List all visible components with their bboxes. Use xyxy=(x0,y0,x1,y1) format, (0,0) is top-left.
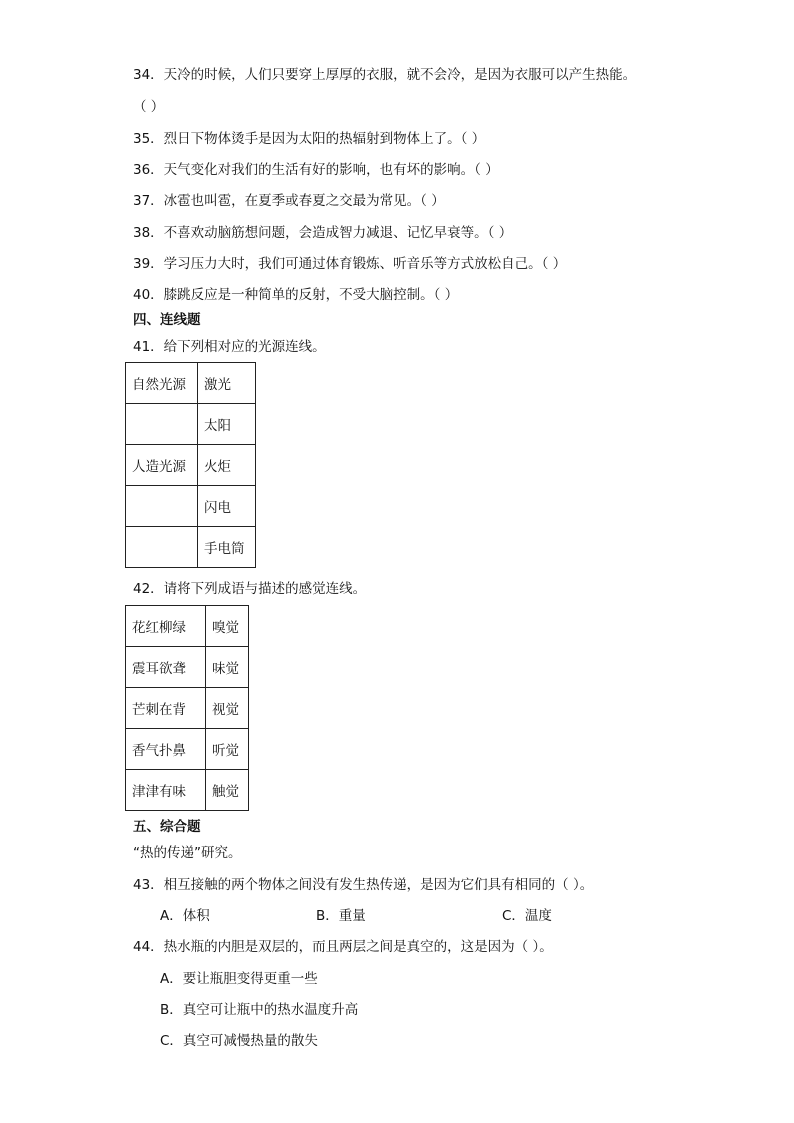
table-cell: 火炬 xyxy=(198,445,256,486)
light-source-table xyxy=(125,362,256,568)
section-5-intro: “热的传递”研究。 xyxy=(133,845,242,861)
question-38: 38．不喜欢动脑筋想问题，会造成智力减退、记忆早衰等。（ ） xyxy=(133,225,513,241)
table-cell: 震耳欲聋 xyxy=(126,647,206,688)
q43-option-a: A．体积 xyxy=(160,908,210,924)
q44-option-b: B．真空可让瓶中的热水温度升高 xyxy=(160,1002,359,1018)
table-cell: 花红柳绿 xyxy=(126,606,206,647)
table-cell xyxy=(126,527,198,568)
table-cell: 触觉 xyxy=(206,770,249,811)
question-36: 36．天气变化对我们的生活有好的影响，也有坏的影响。（ ） xyxy=(133,162,499,178)
table-row xyxy=(126,404,256,445)
table-cell: 太阳 xyxy=(198,404,256,445)
table-cell xyxy=(126,404,198,445)
table-row xyxy=(126,445,256,486)
table-row xyxy=(126,527,256,568)
question-39: 39．学习压力大时，我们可通过体育锻炼、听音乐等方式放松自己。（ ） xyxy=(133,256,567,272)
question-34-answer-paren: （ ） xyxy=(133,99,165,115)
q44-option-c: C．真空可减慢热量的散失 xyxy=(160,1033,318,1049)
question-42: 42．请将下列成语与描述的感觉连线。 xyxy=(133,581,367,597)
table-cell: 味觉 xyxy=(206,647,249,688)
q44-option-a: A．要让瓶胆变得更重一些 xyxy=(160,971,318,987)
table-cell: 自然光源 xyxy=(126,363,198,404)
idiom-sense-table xyxy=(125,605,249,811)
section-4-title: 四、连线题 xyxy=(133,312,201,328)
table-row xyxy=(126,647,249,688)
question-40: 40．膝跳反应是一种简单的反射，不受大脑控制。（ ） xyxy=(133,287,459,303)
q43-option-b: B．重量 xyxy=(316,908,366,924)
question-41: 41．给下列相对应的光源连线。 xyxy=(133,339,326,355)
table-row xyxy=(126,770,249,811)
table-row xyxy=(126,688,249,729)
table-cell: 视觉 xyxy=(206,688,249,729)
question-44: 44．热水瓶的内胆是双层的，而且两层之间是真空的，这是因为（ ）。 xyxy=(133,939,553,955)
section-5-title: 五、综合题 xyxy=(133,819,201,835)
table-cell: 芒刺在背 xyxy=(126,688,206,729)
table-row xyxy=(126,606,249,647)
table-cell: 人造光源 xyxy=(126,445,198,486)
table-row xyxy=(126,486,256,527)
question-34: 34．天冷的时候，人们只要穿上厚厚的衣服，就不会冷，是因为衣服可以产生热能。 xyxy=(133,67,637,83)
table-cell: 津津有味 xyxy=(126,770,206,811)
question-43: 43．相互接触的两个物体之间没有发生热传递，是因为它们具有相同的（ ）。 xyxy=(133,877,594,893)
q43-option-c: C．温度 xyxy=(502,908,552,924)
table-cell xyxy=(126,486,198,527)
table-cell: 嗅觉 xyxy=(206,606,249,647)
table-row xyxy=(126,363,256,404)
table-cell: 香气扑鼻 xyxy=(126,729,206,770)
table-cell: 听觉 xyxy=(206,729,249,770)
table-row xyxy=(126,729,249,770)
table-cell: 闪电 xyxy=(198,486,256,527)
question-37: 37．冰雹也叫雹，在夏季或春夏之交最为常见。（ ） xyxy=(133,193,445,209)
question-35: 35．烈日下物体烫手是因为太阳的热辐射到物体上了。（ ） xyxy=(133,131,486,147)
table-cell: 手电筒 xyxy=(198,527,256,568)
table-cell: 激光 xyxy=(198,363,256,404)
